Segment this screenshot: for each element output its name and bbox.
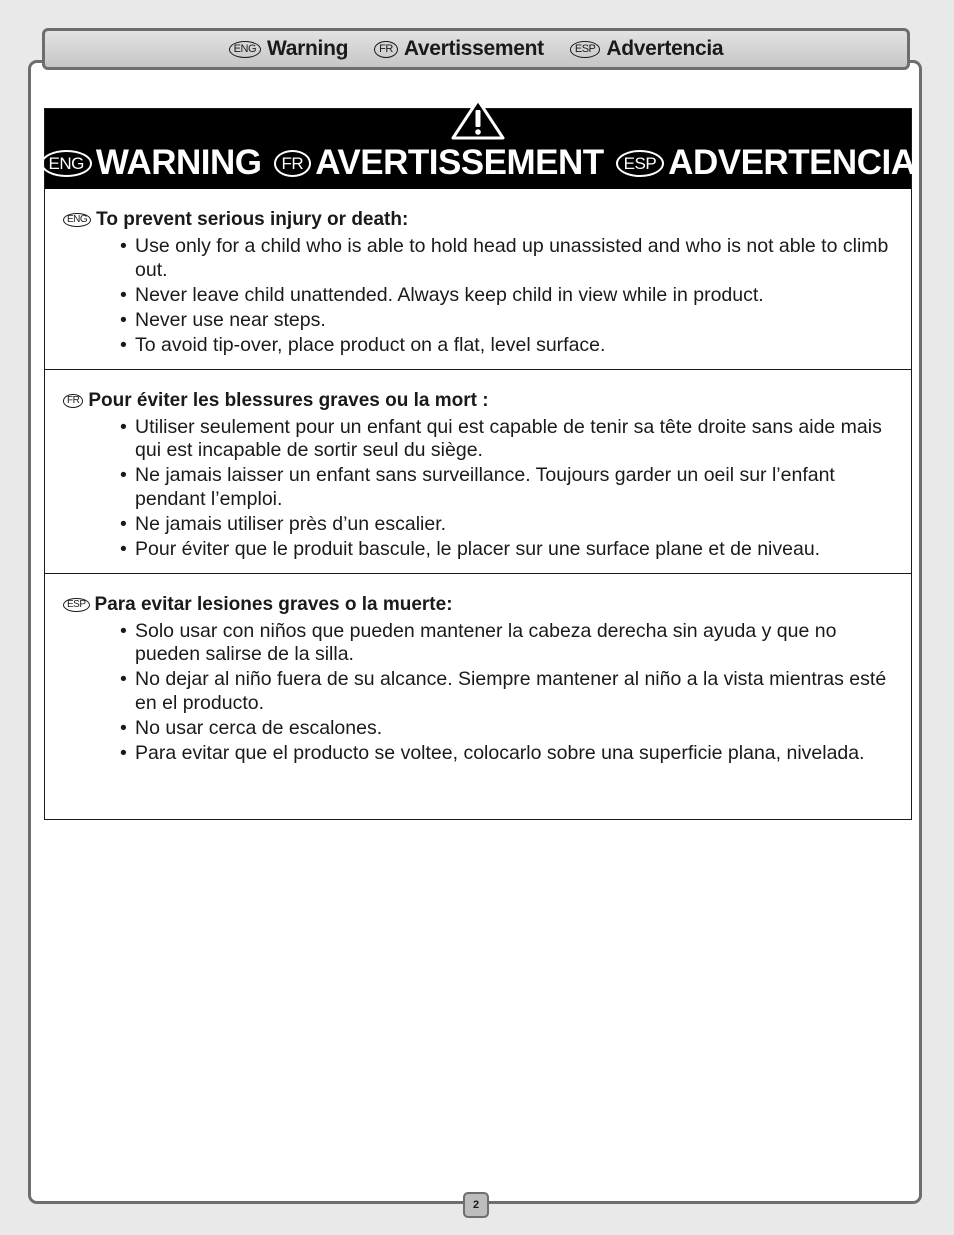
bullet-item: • Solo usar con niños que pueden mantener la cabeza derecha sin ayuda y que no pueden salirse de la silla. (119, 620, 891, 667)
bullet-list (63, 235, 891, 357)
bullet-list (63, 620, 891, 766)
banner-label-eng: WARNING (95, 143, 262, 182)
section-badge-esp: ESP (63, 598, 90, 612)
section-english (45, 189, 911, 370)
bullet-item: • No dejar al niño fuera de su alcance. Siempre mantener al niño a la vista mientras esté en el producto. (119, 668, 891, 715)
warning-banner (45, 109, 916, 189)
language-badge-fr: FR (374, 41, 398, 58)
bullet-item: • No usar cerca de escalones. (119, 717, 891, 741)
warning-box (44, 108, 916, 820)
language-badge-eng: ENG (229, 41, 261, 58)
banner-item-fr (274, 143, 604, 183)
header-item-fr (374, 37, 544, 61)
bullet-item: • Pour éviter que le produit bascule, le placer sur une surface plane et de niveau. (119, 538, 891, 562)
header-label-eng: Warning (267, 37, 349, 60)
banner-badge-esp: ESP (616, 150, 665, 177)
banner-label-fr: AVERTISSEMENT (315, 143, 604, 182)
header-label-fr: Avertissement (403, 37, 544, 60)
banner-item-esp (616, 143, 916, 183)
bullet-list (63, 416, 891, 562)
section-heading-text: To prevent serious injury or death: (96, 209, 409, 230)
section-heading-text: Pour éviter les blessures graves ou la mort : (88, 389, 489, 411)
bullet-item: • Ne jamais utiliser près d’un escalier. (119, 513, 891, 537)
bullet-item: • Never use near steps. (119, 309, 891, 333)
header-label-esp: Advertencia (606, 37, 724, 60)
bullet-item: • Use only for a child who is able to hold head up unassisted and who is not able to climb out. (119, 235, 891, 282)
warning-triangle-icon (450, 97, 506, 141)
section-spanish (45, 574, 911, 777)
section-heading (63, 390, 891, 412)
page-number: 2 (463, 1192, 489, 1218)
header-bar (42, 28, 910, 70)
bullet-item: • Utiliser seulement pour un enfant qui est capable de tenir sa tête droite sans aide mais qui est incapable de sortir seul du siège. (119, 416, 891, 463)
section-heading (63, 594, 891, 616)
banner-item-eng (41, 143, 262, 183)
bullet-item: • Ne jamais laisser un enfant sans surveillance. Toujours garder un oeil sur l’enfant pendant l’emploi. (119, 464, 891, 511)
header-item-eng (229, 37, 348, 61)
bullet-item: • Never leave child unattended. Always keep child in view while in product. (119, 284, 891, 308)
bullet-item: • To avoid tip-over, place product on a flat, level surface. (119, 334, 891, 358)
section-heading-text: Para evitar lesiones graves o la muerte: (94, 593, 453, 615)
banner-label-esp: ADVERTENCIA (668, 143, 916, 182)
bullet-item: • Para evitar que el producto se voltee, colocarlo sobre una superficie plana, nivelada. (119, 742, 891, 766)
section-badge-fr: FR (63, 394, 83, 408)
section-badge-eng: ENG (63, 213, 91, 227)
banner-badge-fr: FR (274, 150, 312, 177)
banner-title-row (45, 143, 916, 183)
header-item-esp (570, 37, 723, 61)
section-heading (63, 209, 891, 231)
banner-badge-eng: ENG (41, 150, 92, 177)
section-french (45, 370, 911, 574)
language-badge-esp: ESP (570, 41, 601, 58)
